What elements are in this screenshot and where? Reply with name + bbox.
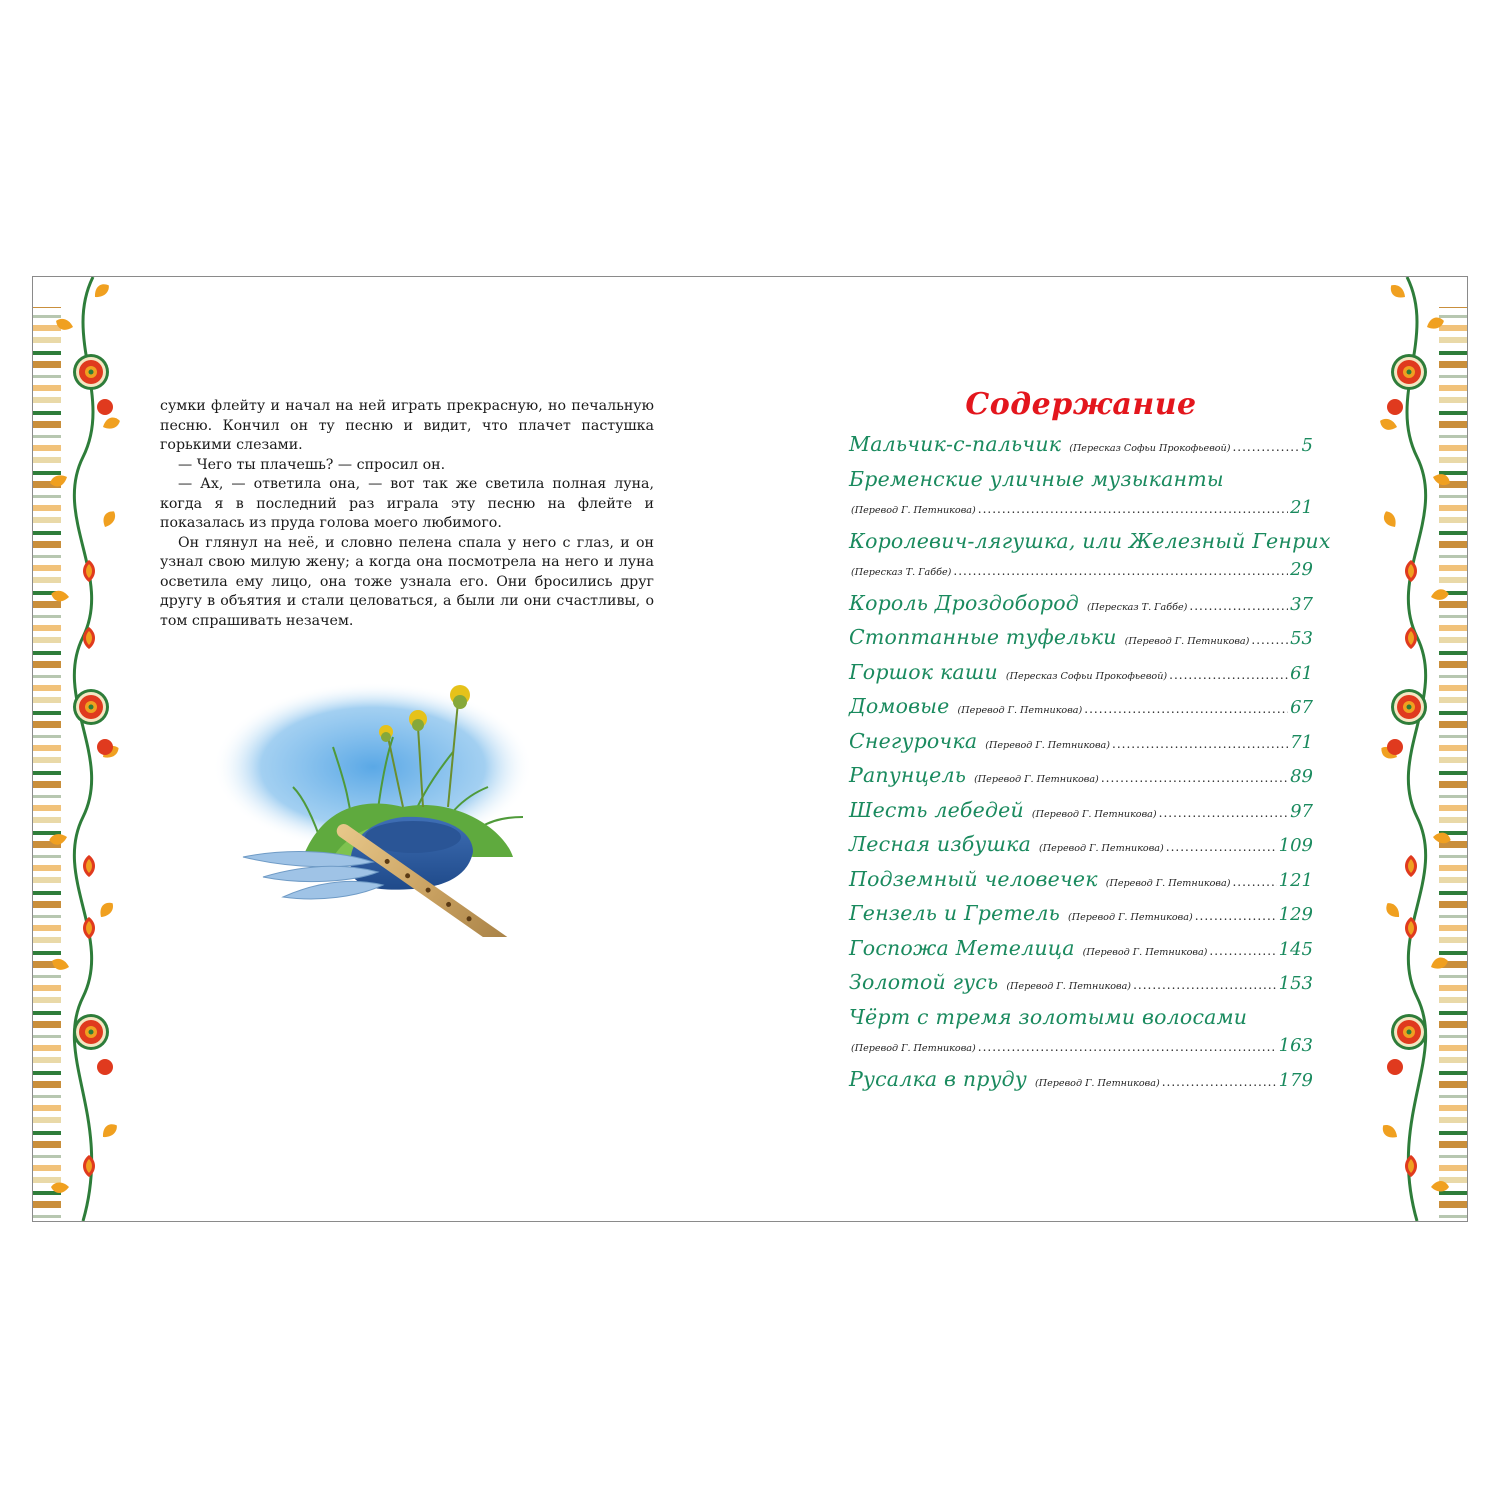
toc-entry[interactable] (849, 763, 1313, 798)
toc-entry-credit: (Пересказ Софьи Прокофьевой) (1069, 443, 1231, 454)
toc-entry-credit: (Перевод Г. Петникова) (1031, 808, 1157, 820)
toc-entry[interactable] (849, 1005, 1313, 1067)
toc-entry-page: 179 (1278, 1069, 1313, 1091)
toc-entry-title: Домовые (849, 694, 950, 718)
toc-entry[interactable] (849, 432, 1313, 467)
toc-leader-dots (1232, 440, 1299, 454)
toc-entry-title: Подземный человечек (849, 866, 1098, 891)
toc-leader-dots (1133, 978, 1277, 992)
toc-entry-credit: (Перевод Г. Петникова) (1006, 981, 1132, 992)
toc-entry-title: Золотой гусь (849, 970, 999, 994)
story-paragraph: — Ах, — ответила она, — вот так же светила полная луна, когда я в последний раз играла эту песню на флейте и показалась из пруда голова моего любимого. (160, 476, 654, 531)
toc-entry[interactable] (849, 528, 1331, 591)
toc-leader-dots (978, 502, 1288, 516)
toc-leader-dots (1209, 944, 1276, 958)
story-text (160, 397, 654, 631)
toc-entry-page: 163 (1278, 1034, 1313, 1056)
toc-entry-page: 29 (1290, 558, 1313, 580)
toc-entry-credit: (Пересказ Т. Габбе) (851, 566, 952, 578)
toc-entry-title: Бременские уличные музыканты (849, 466, 1224, 491)
toc-entry-credit: (Перевод Г. Петникова) (1105, 877, 1231, 889)
toc-leader-dots (1169, 668, 1288, 682)
toc-entry[interactable] (849, 467, 1313, 529)
toc-leader-dots (1195, 909, 1277, 923)
toc-leader-dots (1251, 633, 1288, 647)
floral-ornament-icon (1377, 277, 1467, 1221)
toc-entry-credit: (Перевод Г. Петникова) (1034, 1077, 1160, 1089)
toc-entry[interactable] (849, 936, 1313, 971)
toc-leader-dots (1162, 1075, 1277, 1089)
flute-cap-grass-illustration (203, 657, 543, 937)
table-of-contents (849, 387, 1331, 1101)
toc-entry[interactable] (849, 867, 1313, 902)
toc-entry-page: 67 (1290, 697, 1313, 718)
toc-entry-title: Русалка в пруду (849, 1066, 1027, 1091)
toc-title: Содержание (965, 387, 1197, 422)
toc-entry-page: 89 (1290, 766, 1313, 787)
toc-entry-page: 121 (1278, 869, 1313, 891)
toc-entry[interactable] (849, 1067, 1313, 1102)
toc-entry-page: 109 (1278, 835, 1313, 856)
toc-entry-credit: (Перевод Г. Петникова) (1082, 946, 1208, 958)
toc-leader-dots (953, 564, 1288, 578)
toc-entry[interactable] (849, 625, 1313, 660)
toc-entry-title: Горшок каши (849, 659, 998, 684)
toc-leader-dots (1084, 702, 1288, 716)
toc-entry-page: 53 (1290, 628, 1313, 649)
floral-ornament-icon (33, 277, 123, 1221)
toc-entry-title: Королевич-лягушка, или Железный Генрих (849, 528, 1331, 553)
left-ornamental-border (33, 277, 123, 1221)
toc-entry-page: 37 (1290, 593, 1313, 615)
toc-entry-title: Чёрт с тремя золотыми волосами (849, 1004, 1248, 1029)
toc-entry-page: 61 (1290, 662, 1313, 684)
toc-entry-credit: (Перевод Г. Петникова) (851, 1042, 976, 1054)
toc-entry-title: Шесть лебедей (849, 797, 1024, 822)
toc-entry[interactable] (849, 970, 1313, 1005)
toc-entry-page: 21 (1290, 496, 1313, 518)
right-ornamental-border (1377, 277, 1467, 1221)
toc-entry[interactable] (849, 832, 1313, 867)
toc-entry-title: Рапунцель (849, 763, 967, 787)
toc-entry[interactable] (849, 591, 1313, 626)
toc-entry-title: Король Дроздобород (849, 590, 1079, 615)
toc-entry-credit: (Пересказ Софьи Прокофьевой) (1005, 670, 1168, 682)
toc-entry-credit: (Перевод Г. Петникова) (985, 739, 1111, 751)
toc-entry-credit: (Перевод Г. Петникова) (1039, 843, 1164, 854)
toc-entry-page: 97 (1290, 800, 1313, 822)
toc-leader-dots (1166, 840, 1277, 854)
toc-entry-page: 145 (1278, 938, 1313, 960)
toc-entry-credit: (Перевод Г. Петникова) (1067, 912, 1193, 923)
story-paragraph: Он глянул на неё, и словно пелена спала у него с глаз, и он узнал свою милую жену; а когда она посмотрела на него и луна осветила ему лицо, она тоже узнала его. Они бросились друг другу в объятия и стали целоваться, а были ли они счастливы, о том спрашивать незачем. (160, 534, 654, 629)
toc-entry-title: Мальчик-с-пальчик (849, 432, 1062, 456)
toc-entry-credit: (Перевод Г. Петникова) (957, 705, 1083, 716)
story-paragraph: сумки флейту и начал на ней играть прекрасную, но печальную песню. Кончил он ту песню и видит, что плачет пастушка горькими слезами. (160, 398, 654, 453)
toc-entry-credit: (Перевод Г. Петникова) (851, 504, 976, 516)
toc-entry-credit: (Пересказ Т. Габбе) (1086, 601, 1188, 613)
toc-entry-title: Стоптанные туфельки (849, 625, 1117, 649)
toc-entry-credit: (Перевод Г. Петникова) (1124, 636, 1250, 647)
toc-entry-page: 71 (1290, 731, 1313, 753)
book-spread (32, 276, 1468, 1222)
toc-entry-page: 5 (1301, 435, 1313, 456)
toc-entry[interactable] (849, 660, 1313, 695)
toc-entry[interactable] (849, 798, 1313, 833)
toc-entry-credit: (Перевод Г. Петникова) (974, 774, 1099, 785)
toc-entry-title: Снегурочка (849, 728, 978, 753)
toc-leader-dots (1232, 875, 1276, 889)
toc-entry-page: 129 (1278, 904, 1313, 925)
toc-entry-page: 153 (1278, 973, 1313, 994)
toc-entry[interactable] (849, 729, 1313, 764)
toc-entry[interactable] (849, 901, 1313, 936)
toc-leader-dots (1101, 771, 1288, 785)
toc-list (849, 432, 1331, 1101)
toc-leader-dots (978, 1040, 1277, 1054)
toc-leader-dots (1112, 737, 1288, 751)
toc-entry-title: Гензель и Гретель (849, 901, 1060, 925)
toc-entry-title: Лесная избушка (849, 832, 1032, 856)
toc-entry[interactable] (849, 694, 1313, 729)
flute-cap-icon (203, 657, 543, 937)
toc-entry-title: Госпожа Метелица (849, 935, 1075, 960)
story-paragraph: — Чего ты плачешь? — спросил он. (178, 456, 446, 473)
toc-leader-dots (1189, 599, 1288, 613)
toc-leader-dots (1159, 806, 1288, 820)
